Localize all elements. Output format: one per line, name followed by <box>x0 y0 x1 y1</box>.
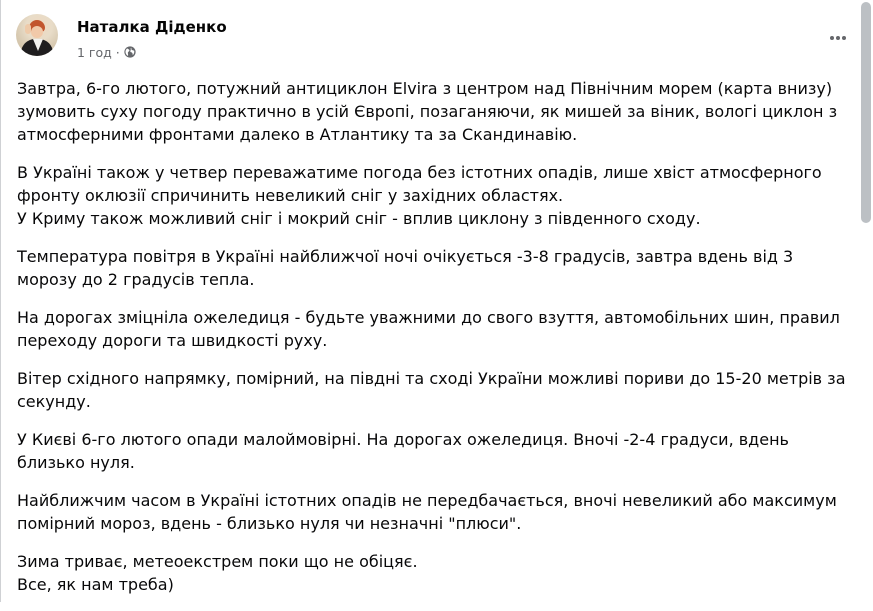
text-line: На дорогах зміцніла ожеледиця - будьте уважними до свого взуття, автомобільних шин, правил <box>17 308 840 327</box>
text-line: В Україні також у четвер переважатиме погода без істотних опадів, лише хвіст атмосферного <box>17 163 822 182</box>
text-line: Найближчим часом в Україні істотних опадів не передбачається, вночі невеликий або максимум <box>17 491 837 510</box>
post-body <box>17 77 857 611</box>
paragraph-forecast-europe <box>17 77 857 146</box>
author-name[interactable]: Наталка Діденко <box>77 18 227 36</box>
paragraph-wind <box>17 367 857 413</box>
text-line: помірний мороз, вдень - близько нуля чи незначні "плюси". <box>17 514 522 533</box>
text-line: Зима триває, метеоекстрем поки що не обіцяє. <box>17 552 418 571</box>
text-line: атмосферними фронтами далеко в Атлантику та за Скандинавію. <box>17 125 578 144</box>
post-meta <box>77 43 136 61</box>
text-line: У Криму також можливий сніг і мокрий сніг - вплив циклону з південного сходу. <box>17 209 701 228</box>
text-line: морозу до 2 градусів тепла. <box>17 270 255 289</box>
paragraph-temperature <box>17 245 857 291</box>
text-line: Вітер східного напрямку, помірний, на півдні та сході України можливі пориви до 15-20 метрів за <box>17 369 846 388</box>
more-dot-icon <box>836 36 840 40</box>
text-line: У Києві 6-го лютого опади малоймовірні. На дорогах ожеледиця. Вночі -2-4 градуси, вдень <box>17 430 789 449</box>
avatar-hand <box>25 24 31 34</box>
paragraph-forecast-ukraine <box>17 161 857 230</box>
paragraph-outlook <box>17 489 857 535</box>
text-line: Завтра, 6-го лютого, потужний антициклон Elvira з центром над Північним морем (карта внизу) <box>17 79 833 98</box>
text-line: Все, як нам треба) <box>17 575 174 594</box>
avatar-face <box>31 26 43 38</box>
text-line: близько нуля. <box>17 453 135 472</box>
scrollbar-thumb[interactable] <box>861 2 871 223</box>
author-avatar[interactable] <box>16 14 58 56</box>
text-line: фронту оклюзії спричинить невеликий сніг у західних областях. <box>17 186 564 205</box>
meta-separator: · <box>115 44 120 60</box>
more-dot-icon <box>830 36 834 40</box>
text-line: зумовить суху погоду практично в усій Європі, позаганяючи, як мишей за віник, вологі циклон з <box>17 102 838 121</box>
text-line: Температура повітря в Україні найближчої ночі очікується -3-8 градусів, завтра вдень від 3 <box>17 247 794 266</box>
paragraph-kyiv <box>17 428 857 474</box>
paragraph-roads <box>17 306 857 352</box>
more-dot-icon <box>842 36 846 40</box>
paragraph-conclusion <box>17 550 857 596</box>
post-timestamp[interactable]: 1 год <box>77 44 112 60</box>
text-line: переходу дороги та швидкості руху. <box>17 331 328 350</box>
text-line: секунду. <box>17 392 91 411</box>
more-options-button[interactable] <box>822 26 854 50</box>
globe-icon[interactable] <box>124 46 136 58</box>
